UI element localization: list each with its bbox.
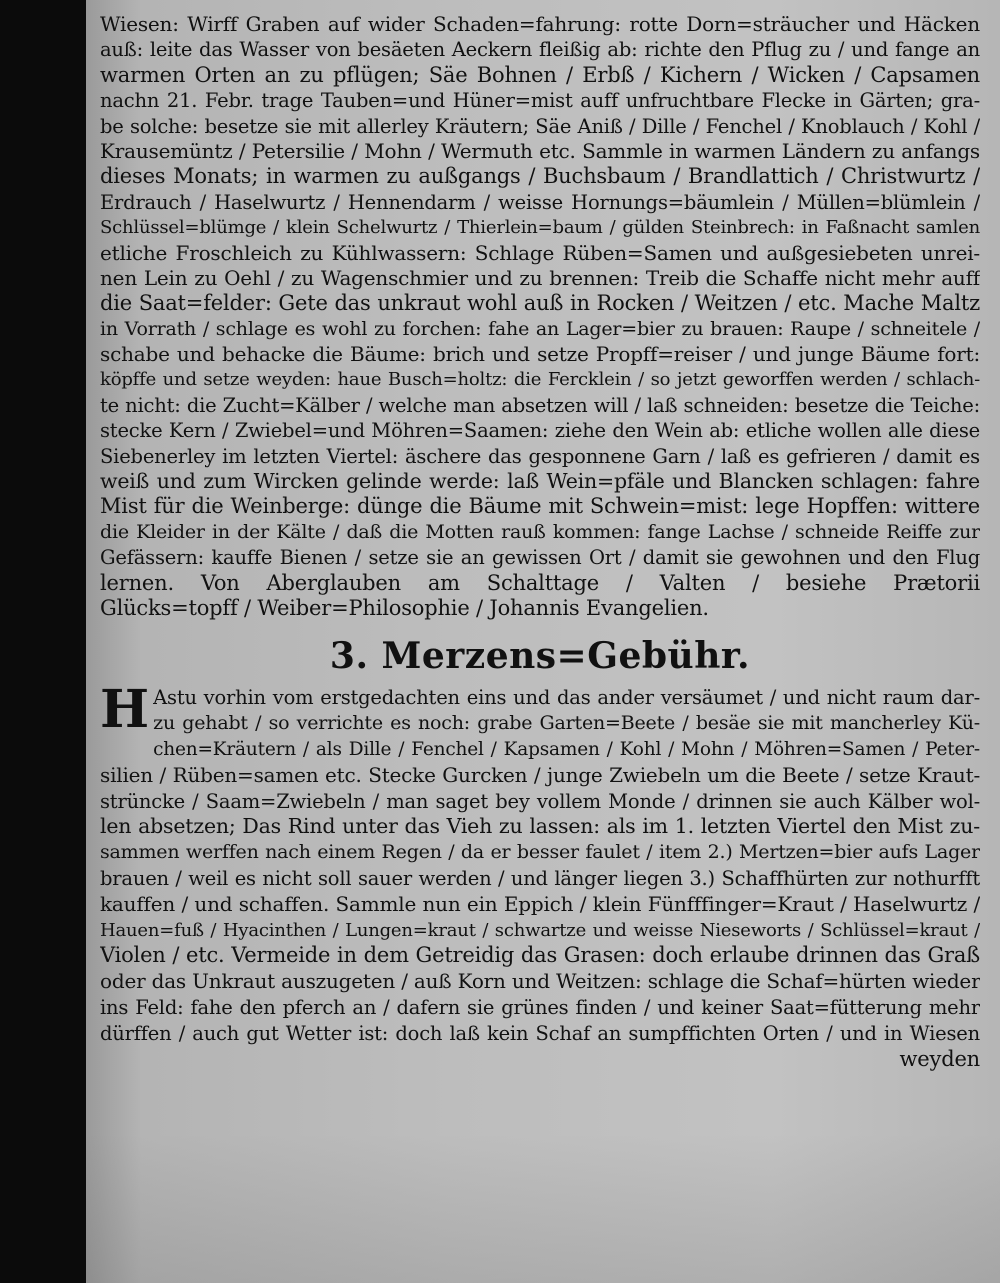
- page-bottom-shadow: [86, 1133, 1000, 1283]
- text-line: Glücks=topff / Weiber=Philosophie / Johannis Evangelien.: [100, 595, 709, 620]
- text-line: brauen / weil es nicht soll sauer werden / und länger liegen 3.) Schaffhürten zur nothurfft: [100, 866, 980, 890]
- text-line: die Kleider in der Kälte / daß die Motten rauß kommen: fange Lachse / schneide Reiffe zur: [100, 520, 980, 543]
- text-line: sammen werffen nach einem Regen / da er besser faulet / item 2.) Mertzen=bier aufs Lager: [100, 841, 980, 864]
- text-line: strüncke / Saam=Zwiebeln / man saget bey vollem Monde / drinnen sie auch Kälber wol-: [100, 789, 980, 813]
- book-page: [86, 0, 1000, 1283]
- text-line: weiß und zum Wircken gelinde werde: laß Wein=pfäle und Blancken schlagen: fahre: [100, 469, 980, 494]
- text-line: Astu vorhin vom erstgedachten eins und das ander versäumet / und nicht raum dar-: [153, 686, 980, 710]
- text-line: be solche: besetze sie mit allerley Kräutern; Säe Aniß / Dille / Fenchel / Knoblauch / Kohl /: [100, 114, 980, 138]
- text-line: Violen / etc. Vermeide in dem Getreidig das Grasen: doch erlaube drinnen das Graß: [100, 943, 980, 968]
- text-line: die Saat=felder: Gete das unkraut wohl auß in Rocken / Weitzen / etc. Mache Maltz: [100, 291, 980, 316]
- text-line: Wiesen: Wirff Graben auf wider Schaden=fahrung: rotte Dorn=sträucher und Häcken: [100, 12, 980, 36]
- text-line: nen Lein zu Oehl / zu Wagenschmier und zu brennen: Treib die Schaffe nicht mehr auff: [100, 265, 980, 290]
- text-line: te nicht: die Zucht=Kälber / welche man absetzen will / laß schneiden: besetze die Teiche:: [100, 393, 980, 417]
- text-line: Schlüssel=blümge / klein Schelwurtz / Thierlein=baum / gülden Steinbrech: in Faßnacht samlen: [100, 217, 980, 239]
- paragraph-february: [100, 12, 980, 621]
- section-heading: 3. Merzens=Gebühr.: [329, 635, 751, 678]
- text-line: schabe und behacke die Bäume: brich und setze Propff=reiser / und junge Bäume fort:: [100, 342, 980, 367]
- text-line: zu gehabt / so verrichte es noch: grabe Garten=Beete / besäe sie mit mancherley Kü-: [153, 712, 980, 735]
- catchword: weyden: [899, 1046, 980, 1071]
- text-line: lernen. Von Aberglauben am Schalttage / Valten / besiehe Prætorii: [100, 570, 980, 595]
- text-line: Hauen=fuß / Hyacinthen / Lungen=kraut / schwartze und weisse Nieseworts / Schlüssel=kraut /: [100, 919, 980, 941]
- text-line: ins Feld: fahe den pferch an / dafern sie grünes finden / und keiner Saat=fütterung mehr: [100, 995, 980, 1019]
- text-line: Erdrauch / Haselwurtz / Hennendarm / weisse Hornungs=bäumlein / Müllen=blümlein /: [100, 190, 980, 214]
- text-line: oder das Unkraut auszugeten / auß Korn und Weitzen: schlage die Schaf=hürten wieder: [100, 969, 980, 994]
- text-line: etliche Froschleich zu Kühlwassern: Schlage Rüben=Samen und außgesiebeten unrei-: [100, 240, 980, 265]
- text-line: auß: leite das Wasser von besäeten Aeckern fleißig ab: richte den Pflug zu / und fange an: [100, 38, 980, 62]
- text-line: köpffe und setze weyden: haue Busch=holtz: die Fercklein / so jetzt geworffen werden / schlach-: [100, 369, 980, 391]
- paragraph-march: [100, 679, 980, 1072]
- text-line: silien / Rüben=samen etc. Stecke Gurcken / junge Zwiebeln um die Beete / setze Kraut-: [100, 762, 980, 787]
- text-line: Krausemüntz / Petersilie / Mohn / Wermuth etc. Sammle in warmen Ländern zu anfangs: [100, 138, 980, 163]
- text-line: chen=Kräutern / als Dille / Fenchel / Kapsamen / Kohl / Mohn / Möhren=Samen / Peter-: [153, 738, 980, 760]
- text-line: nachn 21. Febr. trage Tauben=und Hüner=mist auff unfruchtbare Flecke in Gärten; gra-: [100, 89, 980, 113]
- text-line: Mist für die Weinberge: dünge die Bäume mit Schwein=mist: lege Hopffen: wittere: [100, 494, 980, 519]
- text-line: warmen Orten an zu pflügen; Säe Bohnen / Erbß / Kichern / Wicken / Capsamen: [100, 62, 980, 87]
- text-line: Siebenerley im letzten Viertel: äschere das gesponnene Garn / laß es gefrieren / damit es: [100, 444, 980, 468]
- drop-cap: H: [100, 679, 150, 741]
- text-line: dürffen / auch gut Wetter ist: doch laß kein Schaf an sumpffichten Orten / und in Wiesen: [100, 1021, 980, 1045]
- text-line: in Vorrath / schlage es wohl zu forchen: fahe an Lager=bier zu brauen: Raupe / schneitele /: [100, 317, 980, 340]
- text-line: kauffen / und schaffen. Sammle nun ein Eppich / klein Fünfffinger=Kraut / Haselwurtz /: [100, 891, 980, 916]
- text-line: dieses Monats; in warmen zu außgangs / Buchsbaum / Brandlattich / Christwurtz /: [100, 164, 980, 189]
- page-text: [100, 12, 980, 1072]
- text-line: len absetzen; Das Rind unter das Vieh zu lassen: als im 1. letzten Viertel den Mist zu-: [100, 814, 980, 839]
- text-line: stecke Kern / Zwiebel=und Möhren=Saamen: ziehe den Wein ab: etliche wollen alle diese: [100, 419, 980, 443]
- text-line: Gefässern: kauffe Bienen / setze sie an gewissen Ort / damit sie gewohnen und den Flug: [100, 546, 980, 570]
